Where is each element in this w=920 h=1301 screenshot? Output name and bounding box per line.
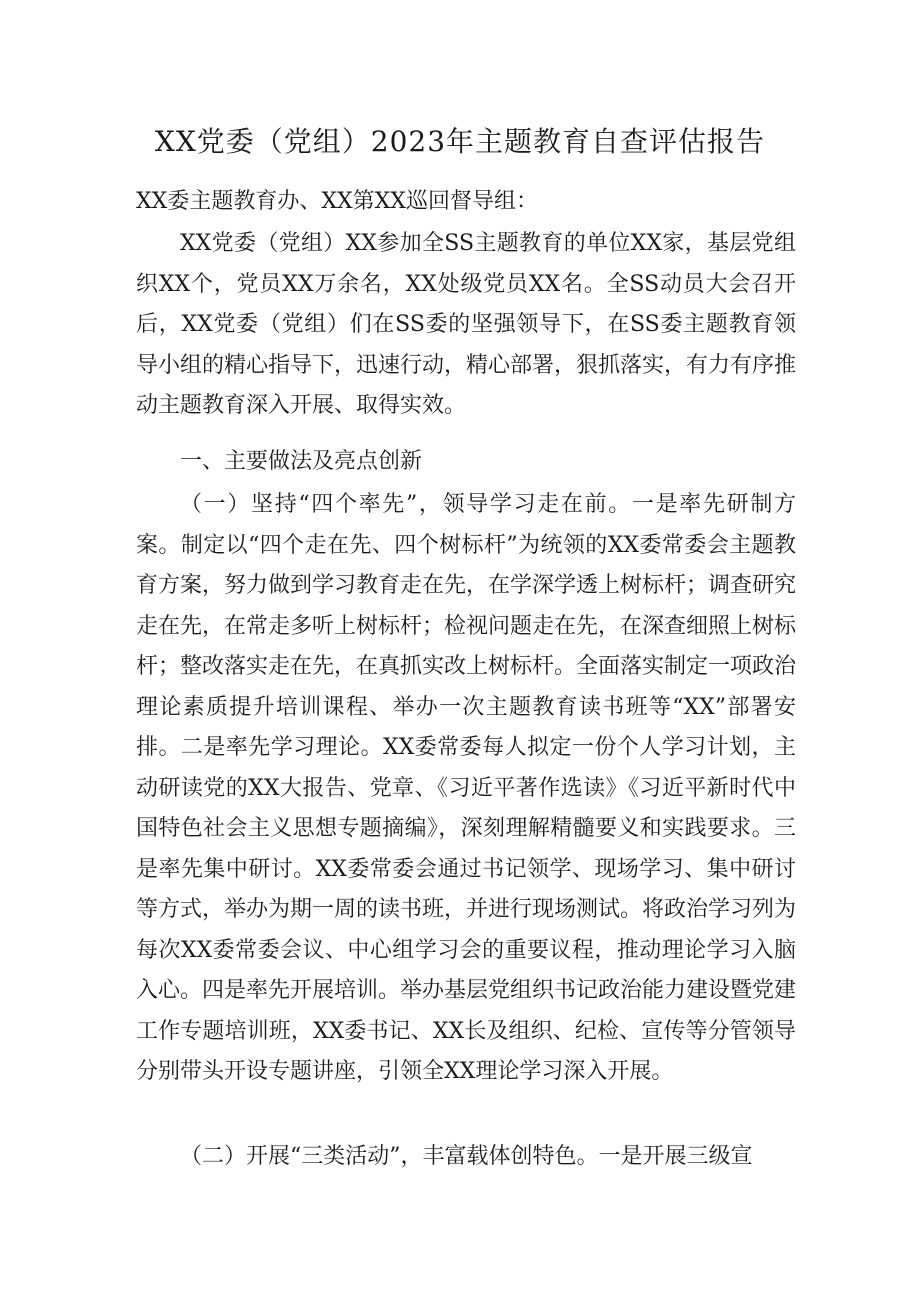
subsection-1-paragraph: （一）坚持“四个率先”，领导学习走在前。一是率先研制方案。制定以“四个走在先、四个树标杆”为统领的XX委常委会主题教育方案，努力做到学习教育走在先，在学深学透上树标杆；调查研究走在先，在常走多听上树标杆；检视问题走在先，在深查细照上树标杆；整改落实走在先，在真抓实改上树标杆。全面落实制定一项政治理论素质提升培训课程、举办一次主题教育读书班等“XX”部署安排。二是率先学习理论。XX委常委每人拟定一份个人学习计划，主动研读党的XX大报告、党章、《习近平著作选读》《习近平新时代中国特色社会主义思想专题摘编》，深刻理解精髓要义和实践要求。三是率先集中研讨。XX委常委会通过书记领学、现场学习、集中研讨等方式，举办为期一周的读书班，并进行现场测试。将政治学习列为每次XX委常委会议、中心组学习会的重要议程，推动理论学习入脑入心。四是率先开展培训。举办基层党组织书记政治能力建设暨党建工作专题培训班，XX委书记、XX长及组织、纪检、宣传等分管领导分别带头开设专题讲座，引领全XX理论学习深入开展。 xyxy=(136,492,797,1084)
document-title: XX党委（党组）2023年主题教育自查评估报告 xyxy=(154,125,766,158)
intro-paragraph: XX党委（党组）XX参加全SS主题教育的单位XX家，基层党组织XX个，党员XX万余名，XX处级党员XX名。全SS动员大会召开后，XX党委（党组）们在SS委的坚强领导下，在SS委主题教育领导小组的精心指导下，迅速行动，精心部署，狠抓落实，有力有序推动主题教育深入开展、取得实效。 xyxy=(136,231,797,418)
section-heading: 一、主要做法及亮点创新 xyxy=(180,449,423,474)
salutation-line: XX委主题教育办、XX第XX巡回督导组： xyxy=(136,189,538,214)
subsection-2-paragraph: （二）开展“三类活动”，丰富载体创特色。一是开展三级宣 xyxy=(180,1144,753,1169)
